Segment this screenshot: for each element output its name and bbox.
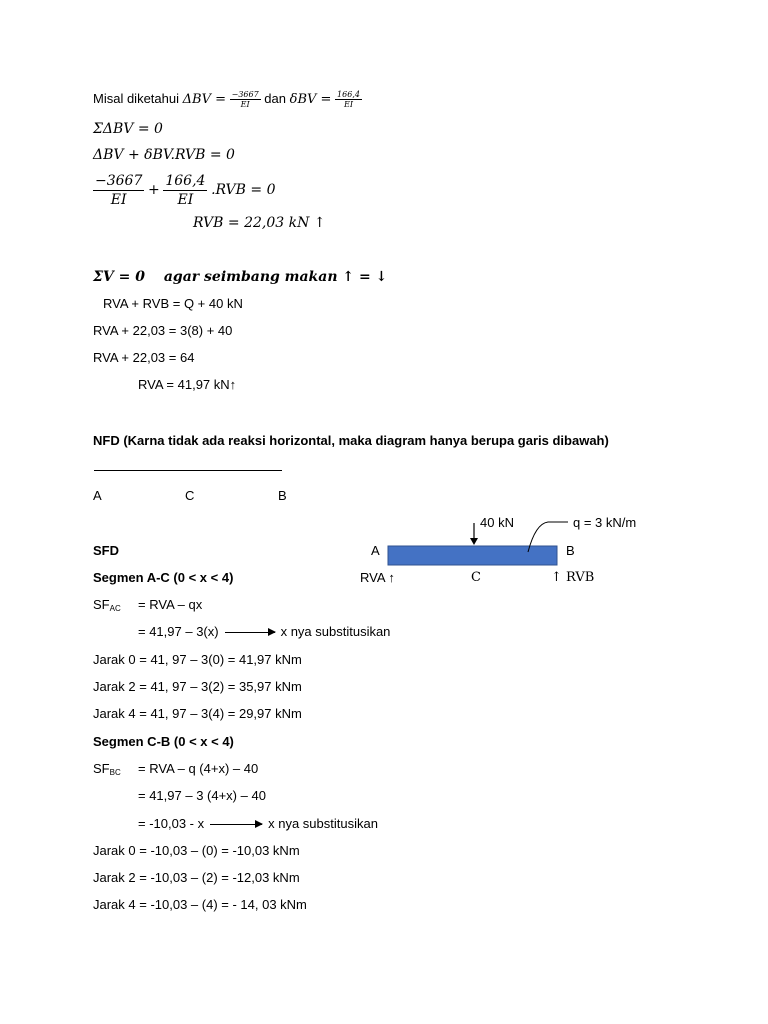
line-rva-result: RVA = 41,97 kN↑ xyxy=(138,377,237,392)
line-rva-rvb: RVA + RVB = Q + 40 kN xyxy=(103,296,243,311)
sf-bc-equation-3 xyxy=(138,816,378,832)
fraction-numerator: −3667 xyxy=(231,90,259,99)
equation-given xyxy=(93,90,362,109)
line-rva-sub: RVA + 22,03 = 3(8) + 40 xyxy=(93,323,233,338)
sf-bc-equation: = RVA – q (4+x) – 40 xyxy=(138,761,259,776)
dan-text: dan xyxy=(264,90,286,106)
equation-compatibility: ΔBV + δBV.RVB = 0 xyxy=(93,147,235,163)
sum-v-left: ΣV = 0 xyxy=(93,269,145,285)
nfd-label-b: B xyxy=(278,488,287,503)
sf-ac-equation-2-text: = 41,97 – 3(x) xyxy=(138,624,219,639)
sf-ac-equation: = RVA – qx xyxy=(138,597,203,612)
beam-label-c: C xyxy=(471,570,481,585)
substitution-note: x nya substitusikan xyxy=(280,624,391,639)
beam-label-b: B xyxy=(566,543,575,558)
beam-rect xyxy=(388,546,557,565)
line-rva-sum: RVA + 22,03 = 64 xyxy=(93,350,195,365)
sf-ac-equation-2 xyxy=(138,624,390,640)
point-load-label: 40 kN xyxy=(480,515,514,530)
sf-bc-equation-2: = 41,97 – 3 (4+x) – 40 xyxy=(138,788,266,803)
sf-subscript: AC xyxy=(109,604,121,613)
sf-label: SF xyxy=(93,597,110,612)
reaction-rva-label: RVA ↑ xyxy=(360,570,395,585)
beam-label-a: A xyxy=(371,543,380,558)
equation-tail: .RVB = 0 xyxy=(211,181,276,198)
equation-rvb-result: RVB = 22,03 kN ↑ xyxy=(193,215,326,231)
right-arrow-icon xyxy=(210,824,262,825)
plus-sign: + xyxy=(147,181,160,198)
fraction-166 xyxy=(163,172,207,209)
fraction-denominator: EI xyxy=(177,192,194,208)
sf-subscript: BC xyxy=(109,768,121,777)
equation-substituted xyxy=(93,172,276,209)
fraction-small-delta-bv xyxy=(335,90,362,109)
segment-ac-heading: Segmen A-C (0 < x < 4) xyxy=(93,570,234,585)
substitution-note: x nya substitusikan xyxy=(268,816,378,831)
sf-bc-jarak-4: Jarak 4 = -10,03 – (4) = - 14, 03 kNm xyxy=(93,897,307,912)
sf-ac-label xyxy=(93,597,121,617)
nfd-line xyxy=(94,470,282,471)
fraction-denominator: EI xyxy=(344,100,353,109)
sum-v-right: agar seimbang makan ↑ = ↓ xyxy=(163,269,388,285)
segment-cb-heading: Segmen C-B (0 < x < 4) xyxy=(93,734,234,749)
fraction-denominator: EI xyxy=(110,192,127,208)
reaction-rvb-label: ↑ RVB xyxy=(551,570,595,585)
sf-ac-jarak-2: Jarak 2 = 41, 97 – 3(2) = 35,97 kNm xyxy=(93,679,302,694)
equation-prefix: Misal diketahui xyxy=(93,90,179,106)
sf-label: SF xyxy=(93,761,110,776)
nfd-label-c: C xyxy=(185,488,195,503)
small-delta-bv-label: δBV = xyxy=(289,91,332,107)
distributed-load-label: q = 3 kN/m xyxy=(573,515,637,530)
fraction-numerator: 166,4 xyxy=(337,90,360,99)
equation-sum-delta: ΣΔBV = 0 xyxy=(93,121,163,137)
right-arrow-icon xyxy=(225,632,275,633)
delta-bv-label: ΔBV = xyxy=(182,91,226,107)
nfd-label-a: A xyxy=(93,488,102,503)
sfd-title: SFD xyxy=(93,543,119,558)
fraction-numerator: −3667 xyxy=(95,173,143,189)
sf-bc-jarak-2: Jarak 2 = -10,03 – (2) = -12,03 kNm xyxy=(93,870,300,885)
sum-v-heading xyxy=(93,269,387,285)
sf-bc-label xyxy=(93,761,121,781)
nfd-title: NFD (Karna tidak ada reaksi horizontal, maka diagram hanya berupa garis dibawah) xyxy=(93,433,609,448)
sf-bc-jarak-0: Jarak 0 = -10,03 – (0) = -10,03 kNm xyxy=(93,843,300,858)
fraction-denominator: EI xyxy=(240,100,250,109)
fraction-numerator: 166,4 xyxy=(165,173,206,189)
point-load-arrowhead xyxy=(470,538,478,545)
fraction-delta-bv xyxy=(230,90,261,109)
fraction-3667 xyxy=(93,172,144,209)
sf-bc-equation-3-text: = -10,03 - x xyxy=(138,816,205,831)
sf-ac-jarak-0: Jarak 0 = 41, 97 – 3(0) = 41,97 kNm xyxy=(93,652,302,667)
sf-ac-jarak-4: Jarak 4 = 41, 97 – 3(4) = 29,97 kNm xyxy=(93,706,302,721)
